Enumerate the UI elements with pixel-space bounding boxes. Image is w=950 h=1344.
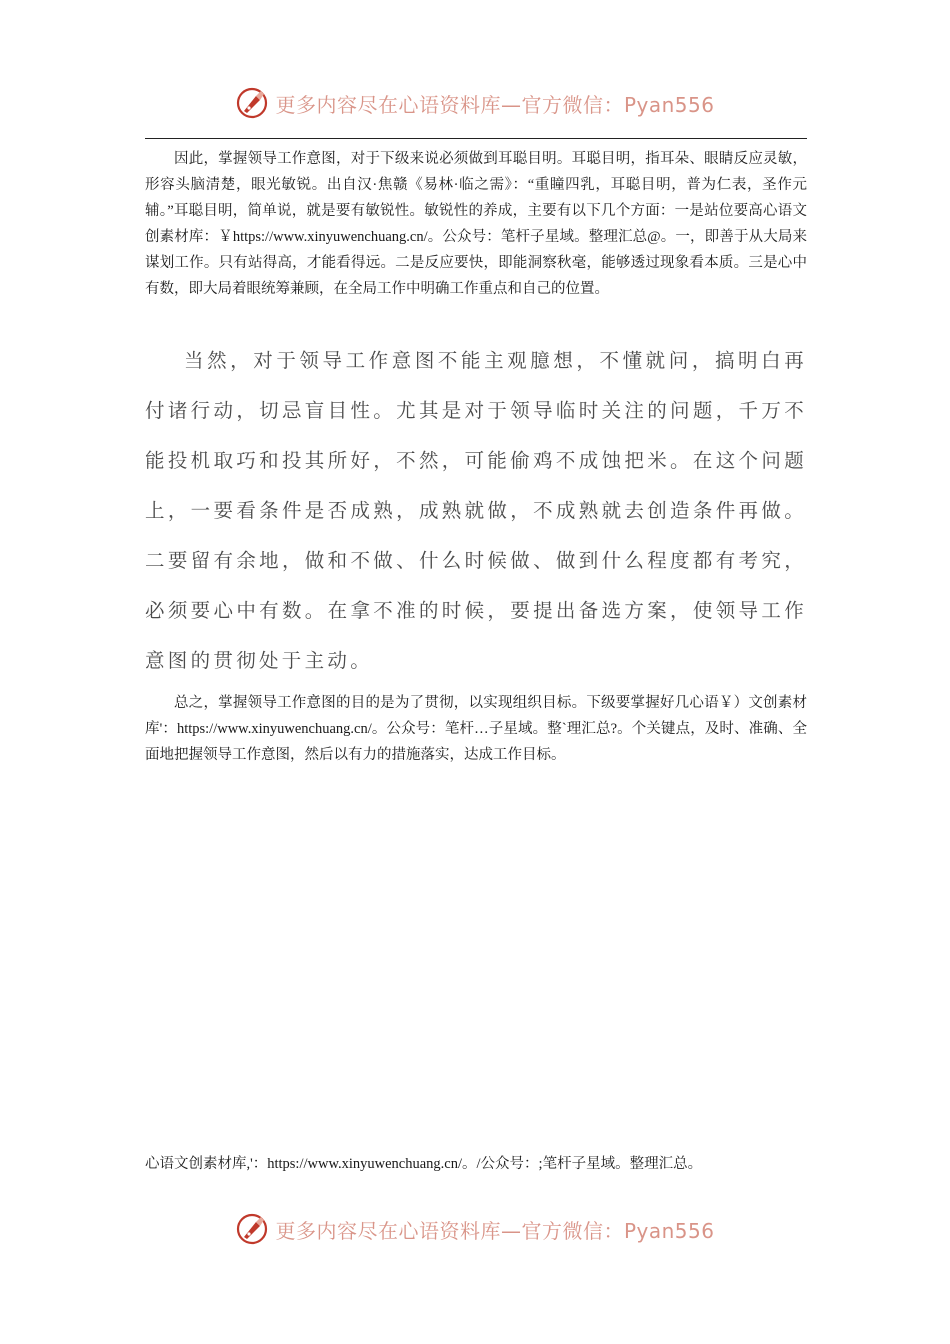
- body-paragraph-3: 总之，掌握领导工作意图的目的是为了贯彻，以实现组织目标。下级要掌握好几心语￥）文创素材库'：https://www.xinyuwenchuang.cn/。公众号：笔杆…子星域。整`理汇总?。个关键点，及时、准确、全面地把握领导工作意图，然后以有力的措施落实，达成工作目标。: [145, 695, 807, 763]
- header-banner-text: 更多内容尽在心语资料库—官方微信：Pyan556: [275, 92, 715, 117]
- body-paragraph-2: 当然，对于领导工作意图不能主观臆想，不懂就问，搞明白再付诸行动，切忌盲目性。尤其是对于领导临时关注的问题，千万不能投机取巧和投其所好，不然，可能偷鸡不成蚀把米。在这个问题上，一要看条件是否成熟，成熟就做，不成熟就去创造条件再做。二要留有余地，做和不做、什么时候做、做到什么程度都有考究，必须要心中有数。在拿不准的时候，要提出备选方案，使领导工作意图的贯彻处于主动。: [145, 349, 807, 672]
- pen-nib-logo-icon: [235, 86, 269, 120]
- footer-banner-text: 更多内容尽在心语资料库—官方微信：Pyan556: [275, 1218, 715, 1243]
- header-divider: [145, 138, 807, 139]
- footer-banner: [0, 1208, 950, 1250]
- header-banner: [0, 82, 950, 124]
- pen-nib-logo-icon: [235, 1212, 269, 1246]
- body-paragraph-1: 因此，掌握领导工作意图，对于下级来说必须做到耳聪目明。耳聪目明，指耳朵、眼睛反应灵敏，形容头脑清楚，眼光敏锐。出自汉·焦赣《易林·临之需》：“重瞳四乳，耳聪目明，普为仁表，圣作元辅。”耳聪目明，简单说，就是要有敏锐性。敏锐性的养成，主要有以下几个方面：一是站位要高心语文创素材库：￥https://www.xinyuwenchuang.cn/。公众号：笔杆子星域。整理汇总@。一，即善于从大局来谋划工作。只有站得高，才能看得远。二是反应要快，即能洞察秋毫，能够透过现象看本质。三是心中有数，即大局着眼统筹兼顾，在全局工作中明确工作重点和自己的位置。: [145, 151, 807, 297]
- footer-source-line: 心语文创素材库,'：https://www.xinyuwenchuang.cn/。/公众号：;笔杆子星域。整理汇总。: [145, 1156, 703, 1172]
